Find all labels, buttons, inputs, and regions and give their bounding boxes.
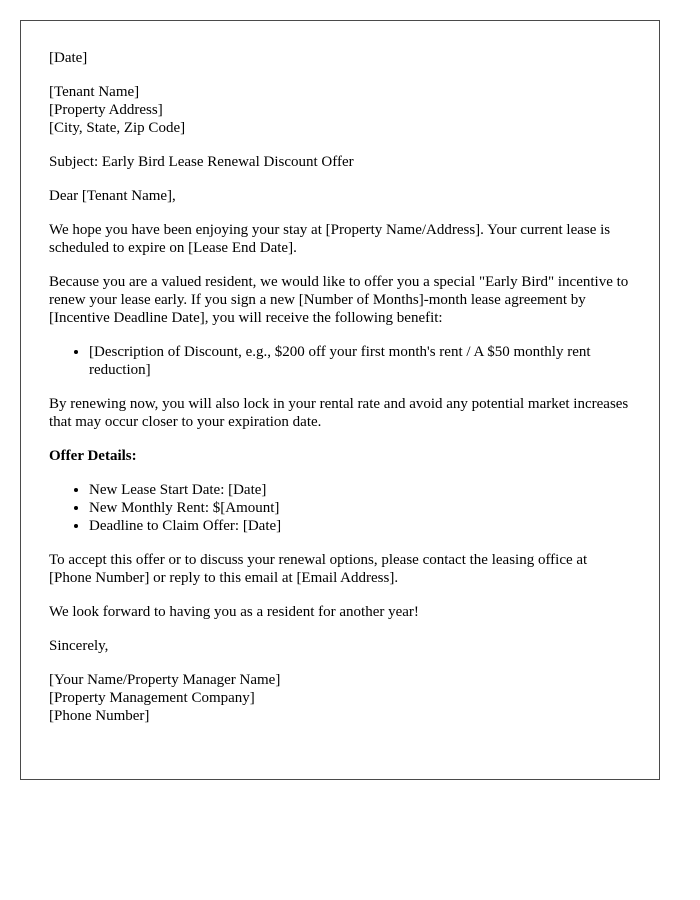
recipient-address: [Property Address]: [49, 102, 163, 118]
paragraph-intro: We hope you have been enjoying your stay at [Property Name/Address]. Your current lease is scheduled to expire on [Lease End Date].: [49, 222, 611, 256]
signature-name: [Your Name/Property Manager Name]: [49, 672, 281, 688]
recipient-city-state-zip: [City, State, Zip Code]: [49, 120, 186, 136]
closing: Sincerely,: [49, 638, 109, 654]
recipient-address-block: [49, 83, 631, 137]
subject-line: Subject: Early Bird Lease Renewal Discount Offer: [49, 154, 354, 170]
offer-details-list: [49, 481, 631, 535]
offer-details-heading: Offer Details:: [49, 448, 137, 464]
signature-company: [Property Management Company]: [49, 690, 255, 706]
letter-date: [49, 49, 631, 67]
paragraph-closing-note: We look forward to having you as a resident for another year!: [49, 604, 419, 620]
list-item: • New Lease Start Date: [Date]: [89, 481, 631, 499]
paragraph-rate-lock: By renewing now, you will also lock in your rental rate and avoid any potential market increases that may occur closer to your expiration date.: [49, 396, 629, 430]
benefit-list: [49, 343, 631, 379]
paragraph-offer: Because you are a valued resident, we would like to offer you a special "Early Bird" incentive to renew your lease early. If you sign a new [Number of Months]-month lease agreement by [Incentive Deadline Date], you will receive the following benefit:: [49, 274, 629, 326]
paragraph-contact: To accept this offer or to discuss your renewal options, please contact the leasing office at [Phone Number] or reply to this email at [Email Address].: [49, 552, 588, 586]
letter-document: [20, 20, 660, 780]
signature-phone: [Phone Number]: [49, 708, 150, 724]
date-text: [Date]: [49, 50, 88, 66]
recipient-name: [Tenant Name]: [49, 84, 140, 100]
list-item: • [Description of Discount, e.g., $200 off your first month's rent / A $50 monthly rent reduction]: [89, 343, 631, 379]
salutation: Dear [Tenant Name],: [49, 188, 176, 204]
signature-block: [49, 671, 631, 725]
list-item: • Deadline to Claim Offer: [Date]: [89, 517, 631, 535]
list-item: • New Monthly Rent: $[Amount]: [89, 499, 631, 517]
